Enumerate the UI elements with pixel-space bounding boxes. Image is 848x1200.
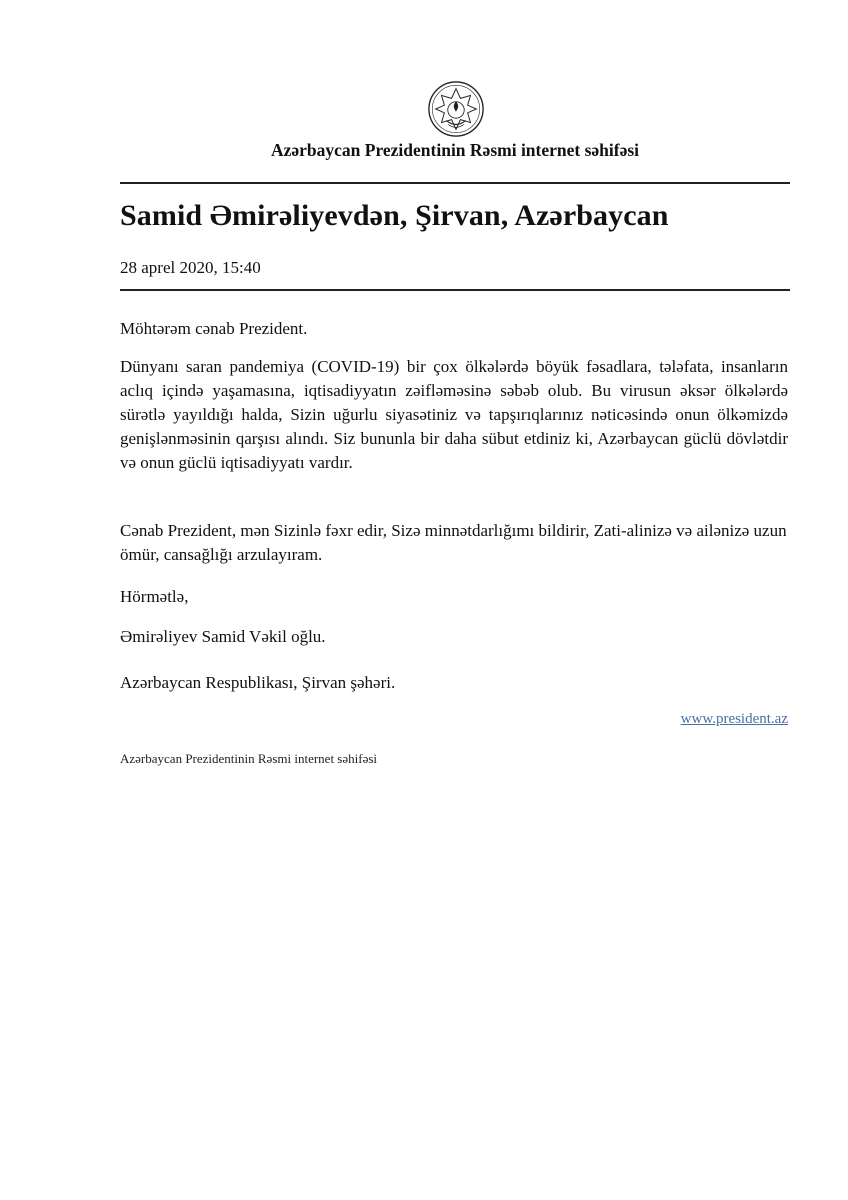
greeting-paragraph: Möhtərəm cənab Prezident. <box>120 319 308 338</box>
wish-paragraph: Cənab Prezident, mən Sizinlə fəxr edir, Sizə minnətdarlığımı bildirir, Zati-alinizə və ailənizə uzun ömür, cansağlığı arzulayıram. <box>120 521 787 564</box>
regards-line: Hörmətlə, <box>120 587 189 606</box>
author-name: Əmirəliyev Samid Vəkil oğlu. <box>120 627 326 646</box>
source-link[interactable]: www.president.az <box>680 711 788 727</box>
site-title: Azərbaycan Prezidentinin Rəsmi internet səhifəsi <box>270 140 640 160</box>
document-title: Samid Əmirəliyevdən, Şirvan, Azərbaycan <box>120 199 669 232</box>
main-paragraph: Dünyanı saran pandemiya (COVID-19) bir çox ölkələrdə böyük fəsadlara, tələfata, insanların aclıq içində yaşamasına, iqtisadiyyatın zəifləməsinə səbəb olub. Bu virusun əksər ölkələrdə sürətlə yayıldığı halda, Sizin uğurlu siyasətiniz və tapşırıqlarınız nəticəsində onun ölkəmizdə genişlənməsinin qarşısı alındı. Siz bununla bir daha sübut etdiniz ki, Azərbaycan güclü dövlətdir və onun güclü iqtisadiyyatı vardır. <box>120 357 788 472</box>
document-date: 28 aprel 2020, 15:40 <box>120 258 261 277</box>
azerbaijan-state-emblem-icon <box>427 80 485 138</box>
author-location: Azərbaycan Respublikası, Şirvan şəhəri. <box>120 673 396 692</box>
header-divider <box>120 182 790 184</box>
footer-text: Azərbaycan Prezidentinin Rəsmi internet səhifəsi <box>120 751 378 766</box>
title-divider <box>120 289 790 291</box>
